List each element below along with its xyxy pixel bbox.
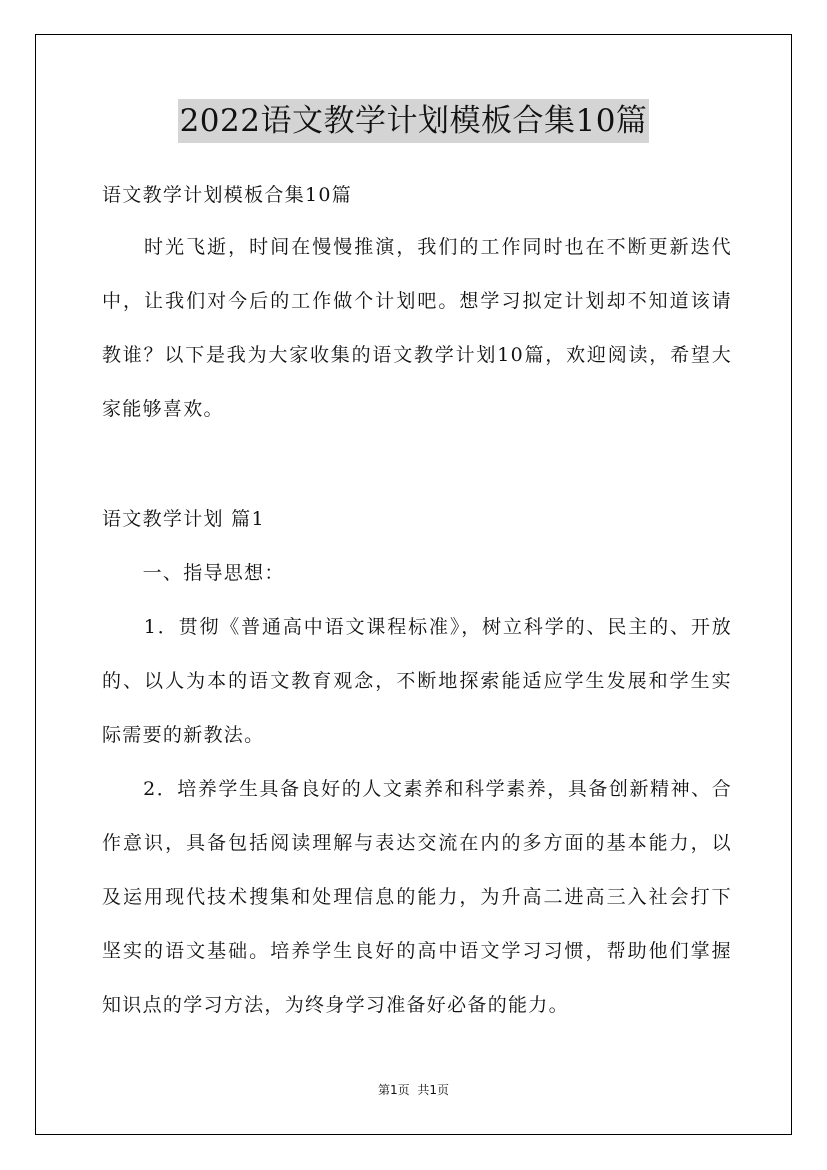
document-title: 2022语文教学计划模板合集10篇 — [178, 99, 650, 143]
paragraph-line: 时光飞逝，时间在慢慢推演，我们的工作同时也在不断更新迭代 — [102, 236, 732, 258]
paragraph-line: 知识点的学习方法，为终身学习准备好必备的能力。 — [102, 994, 569, 1016]
paragraph-line: 的、以人为本的语文教育观念，不断地探索能适应学生发展和学生实 — [102, 670, 732, 692]
subheading-line: 一、指导思想： — [102, 562, 285, 584]
paragraph-line: 坚实的语文基础。培养学生良好的高中语文学习习惯，帮助他们掌握 — [102, 940, 732, 962]
paragraph-line: 2．培养学生具备良好的人文素养和科学素养，具备创新精神、合 — [102, 778, 732, 800]
page-footer — [0, 1082, 827, 1098]
paragraph-line: 作意识，具备包括阅读理解与表达交流在内的多方面的基本能力，以 — [102, 832, 732, 854]
paragraph-line: 及运用现代技术搜集和处理信息的能力，为升高二进高三入社会打下 — [102, 886, 732, 908]
paragraph-line: 中，让我们对今后的工作做个计划吧。想学习拟定计划却不知道该请 — [102, 290, 732, 312]
paragraph-line: 家能够喜欢。 — [102, 398, 224, 420]
section-heading: 语文教学计划 篇1 — [102, 508, 265, 530]
title-container — [0, 99, 827, 143]
paragraph-line: 际需要的新教法。 — [102, 724, 265, 746]
paragraph-line: 教谁？以下是我为大家收集的语文教学计划10篇，欢迎阅读，希望大 — [102, 344, 732, 366]
paragraph-line: 1．贯彻《普通高中语文课程标准》，树立科学的、民主的、开放 — [102, 616, 732, 638]
subtitle-line: 语文教学计划模板合集10篇 — [102, 184, 353, 206]
page-number: 第1页 — [378, 1083, 410, 1097]
page-total: 共1页 — [417, 1083, 449, 1097]
